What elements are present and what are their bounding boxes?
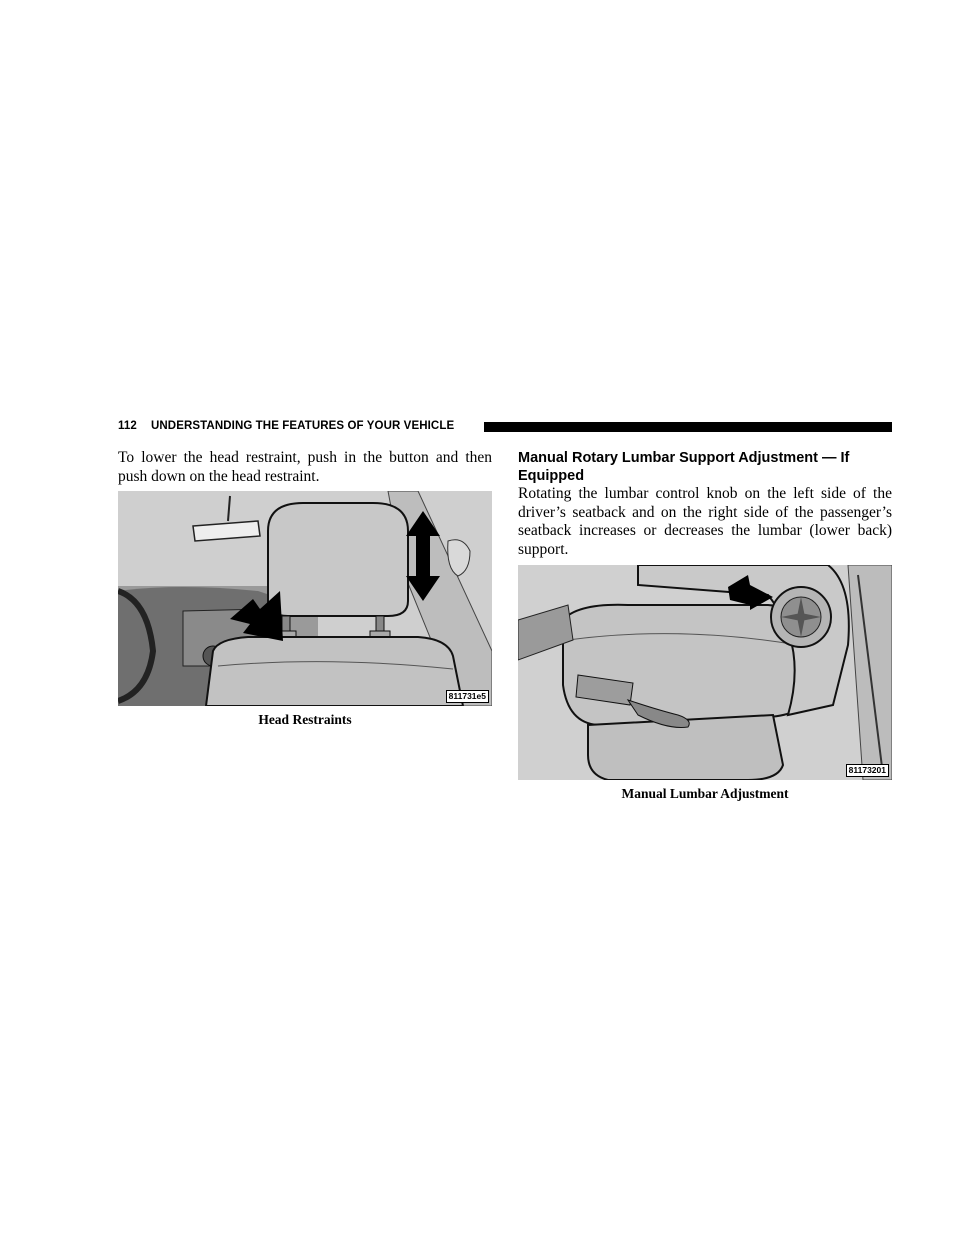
left-column bbox=[118, 449, 492, 486]
lumbar-knob-drawing bbox=[518, 565, 892, 780]
figure-caption: Manual Lumbar Adjustment bbox=[621, 786, 789, 801]
head-restraints-illustration bbox=[118, 491, 492, 706]
head-restraints-drawing bbox=[118, 491, 492, 706]
figure-id-label: 811731e5 bbox=[446, 690, 489, 703]
running-header bbox=[118, 419, 892, 435]
figure-caption: Head Restraints bbox=[258, 712, 352, 727]
right-column bbox=[518, 449, 892, 559]
figure-id-label: 81173201 bbox=[846, 764, 889, 777]
section-heading: Manual Rotary Lumbar Support Adjustment — If Equipped bbox=[518, 450, 850, 484]
header-rule bbox=[484, 422, 892, 432]
lumbar-adjustment-illustration bbox=[518, 565, 892, 780]
page-number: 112 bbox=[118, 420, 137, 432]
head-restraint-instructions: To lower the head restraint, push in the button and then push down on the head restraint. bbox=[118, 449, 492, 485]
section-title: UNDERSTANDING THE FEATURES OF YOUR VEHICLE bbox=[151, 420, 455, 432]
lumbar-instructions: Rotating the lumbar control knob on the left side of the driver’s seatback and on the right side of the passenger’s seatback increases or decreases the lumbar (lower back) support. bbox=[518, 485, 892, 558]
